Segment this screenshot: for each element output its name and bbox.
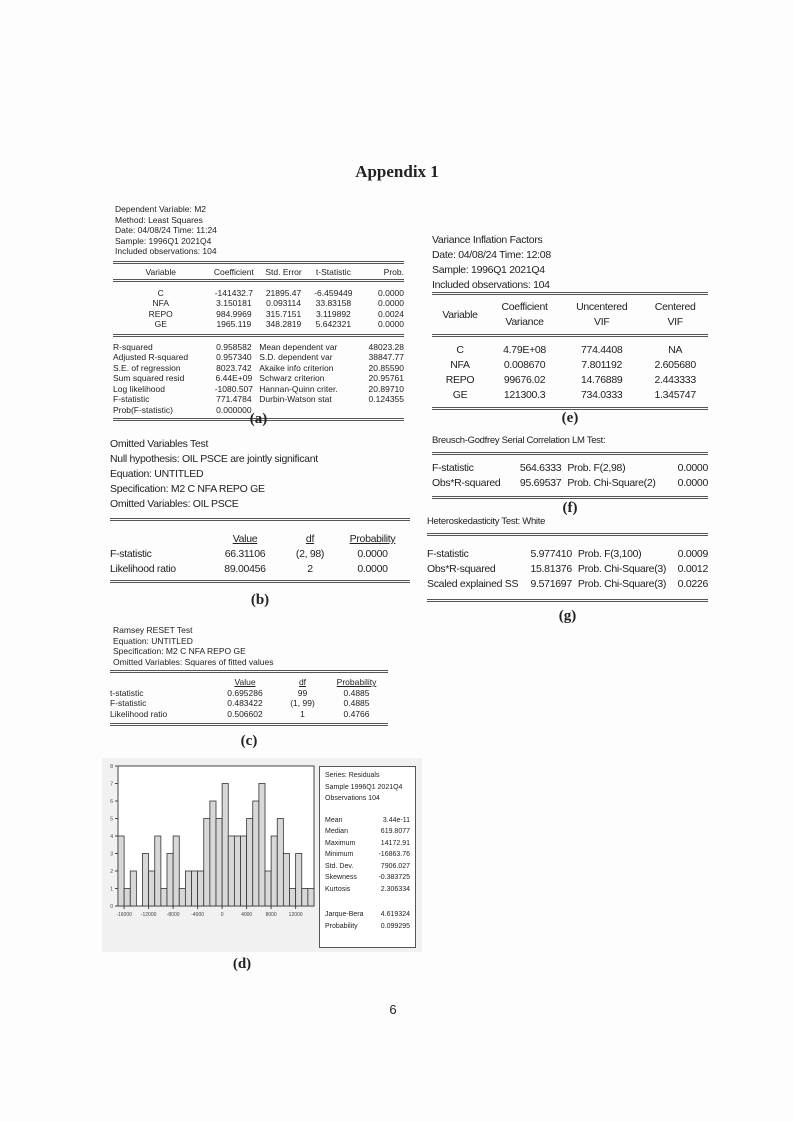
x-tick-label: 4000 (241, 912, 253, 918)
stat-label: Mean (325, 816, 343, 824)
stats-header-line: Series: Residuals (325, 772, 380, 779)
header-line: Sample: 1996Q1 2021Q4 (115, 235, 212, 246)
y-tick-label: 3 (110, 851, 113, 858)
table-cell: Value (232, 533, 258, 545)
header-line: Omitted Variables Test (110, 438, 209, 450)
table-row (432, 461, 708, 476)
label-a: (a) (249, 411, 268, 427)
stat-value: 0.124355 (368, 394, 404, 404)
table-cell: Prob. Chi-Square(3) (577, 563, 667, 575)
table-cell: Likelihood ratio (110, 708, 168, 719)
histogram-bar (241, 836, 247, 906)
table-cell: 5.977410 (530, 548, 572, 560)
stat-value: 0.957340 (216, 352, 252, 362)
stats-row (113, 373, 404, 384)
table-row (110, 688, 388, 699)
table-cell: F-statistic (110, 548, 152, 560)
label-c: (c) (240, 733, 258, 749)
histogram-bar (277, 819, 283, 907)
histogram-bar (204, 819, 210, 907)
table-cell: C (456, 344, 464, 356)
y-tick-label: 6 (110, 799, 113, 805)
stat-value: -1080.507 (214, 383, 254, 394)
table-cell: 564.6333 (519, 462, 562, 474)
label-g: (g) (558, 608, 577, 624)
table-cell: 121300.3 (503, 389, 546, 401)
stats-row (113, 342, 404, 353)
table-row (110, 562, 410, 577)
stat-value: -16863.76 (378, 851, 410, 858)
stat-row (325, 921, 410, 933)
histogram-bar (124, 889, 130, 907)
stat-label: Kurtosis (325, 885, 351, 893)
header-line: Sample: 1996Q1 2021Q4 (432, 264, 545, 276)
y-tick-label: 4 (110, 834, 113, 840)
column-header (488, 300, 561, 330)
x-tick-label: -4000 (191, 912, 205, 918)
header-line: Uncentered (576, 301, 628, 313)
stat-value: 3.44e-11 (382, 816, 410, 824)
histogram-bar (228, 836, 234, 906)
histogram-bar (308, 889, 314, 907)
white-test-title: Heteroskedasticity Test: White (427, 516, 546, 527)
table-cell: NA (668, 344, 683, 356)
histogram-bar (192, 871, 198, 906)
table-cell: Probability (349, 533, 396, 545)
y-tick-label: 0 (110, 904, 113, 910)
x-tick-label: 0 (220, 912, 224, 918)
table-cell: 0.0000 (677, 462, 708, 474)
histogram-bar (296, 854, 302, 907)
vif-header (432, 233, 551, 293)
histogram-bar (259, 784, 265, 907)
histogram-bar (290, 889, 296, 907)
table-row (432, 358, 708, 373)
header-line: Method: Least Squares (115, 214, 203, 225)
stat-label: Std. Dev. (325, 862, 354, 870)
stat-label: Minimum (325, 851, 354, 858)
histogram-bar (130, 871, 136, 906)
histogram-bar (155, 836, 161, 906)
column-header (561, 300, 642, 330)
stat-label: Jarque-Bera (325, 911, 364, 918)
table-cell: 0.4766 (343, 708, 370, 719)
table-cell: 0.0000 (357, 548, 388, 560)
table-cell: df (305, 533, 315, 545)
y-tick-label: 2 (110, 869, 113, 875)
stat-row (325, 884, 410, 896)
histogram-bar (247, 819, 253, 907)
table-cell: 1.345747 (654, 389, 696, 401)
ramsey-reset-header (113, 625, 273, 667)
table-cell: C (157, 287, 164, 298)
table-cell: 2.605680 (654, 359, 696, 371)
table-cell: 0.506602 (227, 708, 263, 719)
table-cell: 984.9969 (216, 308, 252, 319)
table-row (113, 298, 404, 309)
table-row (113, 309, 404, 320)
header-line: Variance Inflation Factors (432, 234, 543, 246)
stat-label: Durbin-Watson stat (259, 394, 332, 404)
table-cell: 5.642321 (315, 319, 352, 329)
stat-label: Akaike info criterion (259, 362, 334, 373)
table-row (432, 388, 708, 403)
table-cell: 1 (300, 708, 305, 719)
header-line: Included observations: 104 (432, 279, 550, 291)
histogram-bar (253, 801, 259, 906)
table-row (427, 562, 708, 577)
stat-value: 38847.77 (368, 352, 404, 362)
stat-label: F-statistic (113, 394, 150, 404)
table-row (113, 288, 404, 299)
y-tick-label: 5 (110, 816, 113, 823)
stat-value: 2.306334 (380, 885, 410, 893)
table-cell: 89.00456 (224, 563, 266, 575)
table-cell: 66.31106 (224, 548, 266, 560)
table-header (110, 532, 410, 547)
stat-value: 14172.91 (380, 839, 410, 847)
stat-label: Mean dependent var (259, 341, 338, 352)
table-cell: NFA (152, 298, 169, 308)
column-header (642, 300, 708, 330)
y-tick-label: 1 (110, 886, 113, 893)
header-line: Date: 04/08/24 Time: 12:08 (432, 249, 551, 261)
stat-row (325, 826, 410, 838)
regression-table (113, 266, 404, 421)
header-line: Coefficient (501, 301, 548, 313)
stat-value: 8023.742 (216, 362, 252, 373)
table-cell (110, 532, 205, 547)
stat-row (325, 838, 410, 850)
stat-label: S.D. dependent var (259, 352, 333, 362)
table-cell: df (298, 677, 307, 687)
page-number: 6 (389, 1002, 397, 1017)
table-cell: F-statistic (110, 698, 147, 708)
stat-value: 20.89710 (368, 383, 404, 394)
table-cell: Prob. (383, 267, 404, 277)
stat-value: 0.000000 (216, 404, 252, 415)
x-tick-label: -12000 (140, 912, 157, 918)
stat-row (325, 861, 410, 873)
table-row (113, 319, 404, 330)
residual-stats-box (319, 766, 416, 948)
table-cell: 0.0012 (677, 563, 708, 575)
stats-row (113, 352, 404, 363)
stat-label: Probability (325, 922, 358, 930)
table-cell: 0.008670 (503, 359, 546, 371)
table-cell: 0.695286 (227, 687, 263, 698)
table-cell: Prob. F(3,100) (577, 548, 642, 560)
table-header (432, 300, 708, 330)
table-cell: REPO (148, 308, 173, 319)
table-cell: 315.7151 (265, 308, 302, 319)
page-title: Appendix 1 (355, 162, 439, 181)
table-cell: 21895.47 (265, 287, 302, 298)
table-cell: 0.0024 (378, 308, 404, 319)
label-b: (b) (250, 592, 270, 608)
ramsey-reset-table (110, 677, 388, 719)
histogram-bar (302, 889, 308, 907)
table-cell: 0.0000 (357, 563, 388, 575)
table-row (432, 476, 708, 491)
stat-value: 0.099295 (380, 922, 410, 930)
table-cell: Scaled explained SS (427, 578, 519, 590)
table-row (110, 709, 388, 720)
stat-label: Schwarz criterion (259, 373, 325, 383)
header-line: Equation: UNTITLED (113, 635, 193, 646)
stats-row (113, 384, 404, 395)
table-row (427, 577, 708, 592)
table-cell: 95.69537 (519, 477, 562, 489)
omitted-variables-table (110, 532, 410, 577)
header-line: Specification: M2 C NFA REPO GE (113, 646, 246, 656)
table-cell: 1965.119 (216, 319, 252, 329)
table-cell: 99676.02 (503, 374, 546, 386)
header-line: Ramsey RESET Test (113, 625, 193, 635)
header-line: VIF (667, 316, 683, 328)
y-tick-label: 7 (110, 781, 113, 788)
table-cell: Std. Error (265, 267, 302, 277)
table-cell: 3.119892 (315, 308, 351, 319)
table-header (113, 266, 404, 280)
table-cell: Likelihood ratio (110, 563, 176, 575)
stat-value: 20.85590 (368, 362, 404, 373)
stat-value: -0.383725 (378, 874, 410, 881)
table-row (110, 698, 388, 709)
table-header (110, 677, 388, 688)
table-cell: 348.2819 (265, 319, 302, 329)
stat-value: 6.44E+09 (215, 373, 253, 383)
table-row (110, 547, 410, 562)
table-cell: 0.0000 (378, 287, 404, 298)
table-cell: -141432.7 (214, 287, 254, 298)
histogram-bar (198, 871, 204, 906)
header-line: Omitted Variables: Squares of fitted values (113, 656, 274, 667)
stat-row (325, 815, 410, 827)
header-line: Variance (505, 316, 544, 328)
table-cell: F-statistic (427, 548, 469, 560)
y-tick-label: 8 (110, 764, 113, 770)
histogram-bar (161, 889, 167, 907)
residual-histogram-panel (102, 758, 422, 952)
histogram-bar (265, 871, 271, 906)
label-d: (d) (232, 956, 252, 972)
histogram-bar (179, 889, 185, 907)
stats-row (113, 363, 404, 374)
breusch-godfrey-table (432, 461, 708, 491)
table-cell: t-statistic (110, 687, 144, 698)
stat-label: S.E. of regression (113, 362, 181, 373)
x-tick-label: -8000 (166, 912, 180, 918)
histogram-bar (173, 836, 179, 906)
x-tick-label: 12000 (288, 912, 303, 918)
table-cell: Coefficient (213, 267, 254, 277)
x-tick-label: 8000 (265, 912, 277, 918)
table-cell: 774.4408 (581, 344, 623, 356)
table-cell: Obs*R-squared (427, 563, 496, 575)
table-cell: Probability (336, 677, 377, 687)
header-line: VIF (594, 316, 610, 328)
histogram-bar (149, 871, 155, 906)
stats-header-line: Sample 1996Q1 2021Q4 (325, 783, 403, 791)
header-line: Specification: M2 C NFA REPO GE (110, 483, 265, 495)
stat-row (325, 872, 410, 884)
histogram-bar (283, 854, 289, 907)
stats-row (113, 394, 404, 405)
table-cell: 0.0000 (378, 298, 404, 308)
stat-label: Hannan-Quinn criter. (259, 383, 338, 394)
header-line: Date: 04/08/24 Time: 11:24 (115, 225, 217, 235)
histogram-bar (234, 836, 240, 906)
table-cell: 0.4885 (343, 687, 370, 698)
table-row (432, 343, 708, 358)
table-cell: 4.79E+08 (503, 344, 546, 356)
table-cell: REPO (445, 374, 475, 386)
label-f: (f) (562, 500, 578, 516)
stat-value: 7906.027 (380, 862, 410, 870)
x-tick-label: -16000 (116, 912, 132, 918)
stat-value: 4.619324 (380, 911, 410, 918)
table-cell: 14.76889 (581, 374, 623, 386)
table-cell: GE (154, 319, 167, 329)
histogram-bar (222, 784, 228, 907)
stat-value: 48023.28 (368, 341, 404, 352)
table-cell: 734.0333 (581, 389, 623, 401)
table-row (432, 373, 708, 388)
histogram-bar (216, 819, 222, 907)
table-cell: 0.0000 (378, 319, 404, 329)
table-cell: 0.4885 (343, 698, 370, 708)
residual-histogram (102, 758, 317, 952)
stat-label: Sum squared resid (113, 373, 185, 383)
table-cell: 2 (307, 563, 313, 575)
histogram-bar (118, 836, 124, 906)
header-line: Included observations: 104 (115, 246, 217, 256)
label-e: (e) (561, 410, 579, 426)
table-cell: Prob. F(2,98) (567, 462, 626, 474)
table-cell (110, 677, 210, 688)
header-line: Null hypothesis: OIL PSCE are jointly significant (110, 453, 318, 465)
table-cell: 0.093114 (266, 298, 301, 308)
column-header (432, 300, 488, 330)
stat-value: 771.4784 (216, 394, 252, 404)
breusch-godfrey-title: Breusch-Godfrey Serial Correlation LM Test: (432, 435, 606, 446)
header-line: Variable (442, 308, 478, 321)
white-test-table (427, 547, 708, 592)
stat-label: Log likelihood (113, 383, 165, 394)
stat-value: 619.8077 (380, 828, 410, 835)
stat-value: 20.95761 (368, 373, 404, 383)
histogram-bar (167, 854, 173, 907)
table-cell: 0.483422 (227, 698, 263, 708)
stat-value: 0.958582 (216, 341, 252, 352)
stat-label: Prob(F-statistic) (113, 404, 173, 415)
table-cell: 0.0000 (677, 477, 708, 489)
stat-label: Adjusted R-squared (113, 352, 189, 362)
header-line: Equation: UNTITLED (110, 468, 204, 480)
stat-label: R-squared (113, 341, 153, 352)
table-cell: Prob. Chi-Square(2) (567, 477, 656, 489)
table-row (427, 547, 708, 562)
stats-header-line: Observations 104 (325, 795, 380, 802)
stat-label: Maximum (325, 839, 356, 847)
table-cell: (1, 99) (290, 698, 315, 708)
table-cell: 99 (297, 687, 308, 698)
stat-row (325, 909, 410, 921)
vif-table (432, 300, 708, 410)
table-cell: 33.83158 (315, 298, 352, 308)
regression-header (115, 204, 217, 257)
table-cell: 0.0226 (677, 578, 708, 590)
table-cell: 0.0009 (677, 548, 708, 560)
header-line: Omitted Variables: OIL PSCE (110, 498, 239, 510)
table-cell: Obs*R-squared (432, 477, 501, 489)
table-cell: Value (234, 677, 256, 687)
table-cell: 2.443333 (654, 374, 696, 386)
header-line: Centered (654, 301, 696, 313)
header-line: Dependent Variable: M2 (115, 204, 207, 214)
table-cell: 9.571697 (530, 578, 572, 590)
table-cell: 7.801192 (581, 359, 623, 371)
omitted-variables-header (110, 437, 318, 512)
histogram-bar (271, 836, 277, 906)
histogram-bar (185, 871, 191, 906)
table-cell: 15.81376 (530, 563, 572, 575)
table-cell: Variable (145, 267, 176, 277)
table-cell: NFA (450, 359, 470, 371)
histogram-bar (143, 854, 149, 907)
stat-label: Median (325, 828, 348, 835)
table-cell: t-Statistic (315, 267, 351, 277)
table-cell: (2, 98) (295, 548, 325, 560)
stat-label: Skewness (325, 874, 357, 881)
table-cell: 3.150181 (216, 298, 252, 308)
table-cell: -6.459449 (314, 287, 353, 298)
table-cell: GE (452, 389, 468, 401)
stat-row (325, 849, 410, 861)
table-cell: F-statistic (432, 462, 474, 474)
table-cell: Prob. Chi-Square(3) (577, 578, 667, 590)
histogram-bar (210, 801, 216, 906)
